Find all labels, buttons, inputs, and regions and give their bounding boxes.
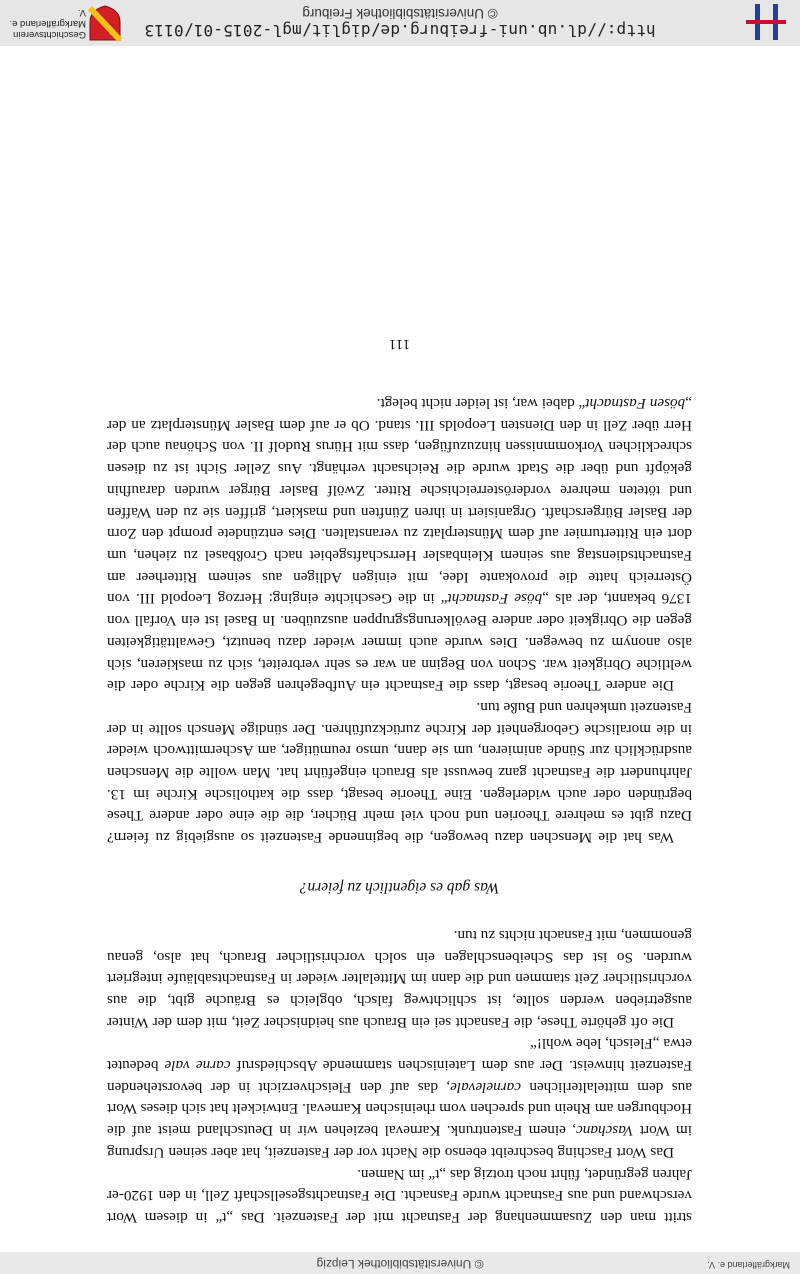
- document-page: [107, 335, 692, 1228]
- society-name: Geschichtsverein Markgräflerland e. V.: [9, 7, 86, 40]
- text-span: Das Wort Fasching beschreibt ebenso die Nacht vor der Fastenzeit, hat aber seinen Ursprung im Wort: [107, 1122, 692, 1161]
- copyright-text: © Universitätsbibliothek Freiburg: [302, 6, 498, 21]
- footer-center-text: © Universitätsbibliothek Leipzig: [316, 1257, 484, 1271]
- text-span: bedeutet etwa „Fleisch, lebe wohl!“: [107, 1035, 692, 1075]
- page-number: 111: [388, 336, 411, 353]
- paragraph-4: Was hat die Menschen dazu bewogen, die beginnende Fastenzeit so ausgiebig zu feiern? Dazu gibt es mehrere Theorien und noch viel mehr Bücher, die die eine oder andere These begründen oder auch widerlegen. Eine Theorie besagt, dass die katholische Kirche im 13. Jahrhundert die Fastnacht ganz bewusst als Brauch eingeführt hat. Man wollte die Menschen ausdrücklich zur Sünde animieren, um sie dann, umso reumütiger, am Aschermittwoch wieder in die moralische Geborgenheit der Kirche zurückzuführen. Der sündige Mensch sollte in der Fastenzeit umkehren und Buße tun.: [107, 698, 692, 847]
- paragraph-2: [107, 1033, 692, 1163]
- italic-span: carne vale: [164, 1057, 231, 1075]
- text-span: , einem Fastentrunk. Karneval beziehen wir in Deutschland meist auf die Hochburgen am Rhein und sprechen vom rheinischen Karneval. Entwickelt hat sich dieses Wort aus dem mittelalterlichen: [106, 1078, 692, 1140]
- source-url[interactable]: http://dl.ub.uni-freiburg.de/diglit/mgl-2015-01/0113: [144, 21, 656, 40]
- text-span: “ dabei war, ist leider nicht belegt.: [376, 395, 586, 413]
- footer-bar: [0, 1252, 800, 1274]
- paragraph-3: Die oft gehörte These, die Fasnacht sei ein Brauch aus heidnischer Zeit, mit dem der Winter ausgetrieben werden sollte, ist schlichtweg falsch, obgleich es Bräuche gibt, die aus vorchristlicher Zeit stammen und die dann im Mittelalter wieder in Fastnachtsabläufe integriert wurden. So ist das Scheibenschlagen ein solch vorchristlicher Brauch, hat also, genau genommen, mit Fasnacht nichts zu tun.: [107, 926, 692, 1031]
- text-span: , das auf den Fleischverzicht in der bevorstehenden Fastenzeit hinweist. Der aus dem Lateinischen stammende Abschiedsruf: [106, 1057, 692, 1096]
- italic-span: bösen Fastnacht: [585, 395, 686, 413]
- italic-span: Vaschanc: [576, 1122, 634, 1140]
- text-span: Die andere Theorie besagt, dass die Fastnacht ein Aufbegehren gegen die Kirche oder die weltliche Obrigkeit war. Schon von Beginn an war es sehr verbreitet, sich zu maskieren, sich also anonym zu bewegen. Dies wurde auch immer wieder dazu benutzt, Gewalttätigkeiten gegen die Obrigkeit oder andere Bevölkerungsgruppen auszuüben. In Basel ist ein Vorfall von 1376 bekannt, der als „: [107, 590, 692, 695]
- header-bar: [0, 0, 800, 46]
- italic-span: carnelevale: [450, 1078, 521, 1096]
- society-crest-icon: [88, 4, 122, 42]
- footer-left-text: Markgräflerland e. V.: [707, 1260, 790, 1270]
- italic-span: böse Fastnacht: [447, 590, 543, 608]
- section-heading: Was gab es eigentlich zu feiern?: [299, 879, 500, 897]
- text-span: “ in die Geschichte einging: Herzog Leopold III. von Österreich hatte die provokante Idee, mit einigen Adligen aus seinem Ritterheer am Fastnachtsdienstag aus seinem Kleinbasler Herrschaftsgebiet nach Großbasel zu ziehen, um dort ein Ritterturnier auf dem Münsterplatz zu veranstalten. Dies entzündete prompt den Zorn der Basler Bürgerschaft. Organisiert in ihren Zünften und maskiert, griffen sie zu den Waffen und töteten mehrere vorderösterreichische Ritter. Zwölf Basler Bürger wurden daraufhin geköpft und über die Stadt wurde die Reichsacht verhängt. Aus Zeller Sicht ist zu diesen schrecklichen Vorkommnissen hinzuzufügen, dass mit Hürus Rudolf II. von Schönau auch der Herr über Zell in den Diensten Leopolds III. stand. Ob er auf dem Basler Münsterplatz an der „: [107, 395, 692, 608]
- paragraph-1: stritt man den Zusammenhang der Fastnacht mit der Fastenzeit. Das „t“ in diesem Wort verschwand und aus Fastnacht wurde Fasnacht. Die Fastnachtsgesellschaft Zell, in den 1920-er Jahren gegründet, führt noch trotzig das „t“ im Namen.: [107, 1165, 692, 1226]
- paragraph-5: [107, 392, 692, 696]
